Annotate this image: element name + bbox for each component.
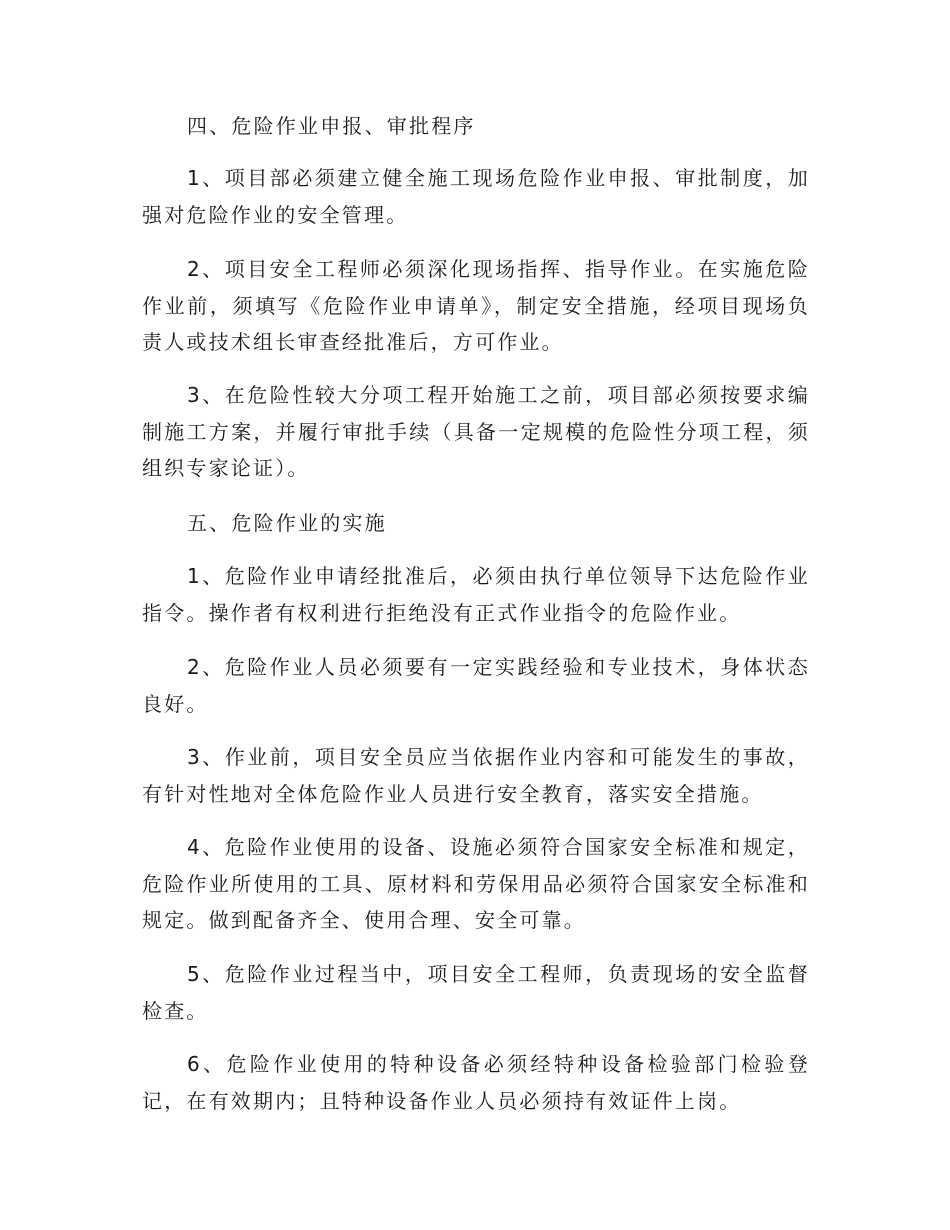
section-5-item-3: 3、作业前，项目安全员应当依据作业内容和可能发生的事故，有针对性地对全体危险作业人员进行安全教育，落实安全措施。 bbox=[142, 745, 810, 806]
section-4-item-1: 1、项目部必须建立健全施工现场危险作业申报、审批制度，加强对危险作业的安全管理。 bbox=[142, 166, 810, 227]
section-4-item-2: 2、项目安全工程师必须深化现场指挥、指导作业。在实施危险作业前，须填写《危险作业申请单》，制定安全措施，经项目现场负责人或技术组长审查经批准后，方可作业。 bbox=[142, 257, 810, 354]
section-5-item-5: 5、危险作业过程当中，项目安全工程师，负责现场的安全监督检查。 bbox=[142, 962, 810, 1023]
section-5-item-6: 6、危险作业使用的特种设备必须经特种设备检验部门检验登记，在有效期内；且特种设备作业人员必须持有效证件上岗。 bbox=[142, 1052, 810, 1113]
section-5-item-4: 4、危险作业使用的设备、设施必须符合国家安全标准和规定，危险作业所使用的工具、原材料和劳保用品必须符合国家安全标准和规定。做到配备齐全、使用合理、安全可靠。 bbox=[142, 835, 810, 932]
section-heading-5: 五、危险作业的实施 bbox=[187, 511, 387, 535]
section-4-item-3: 3、在危险性较大分项工程开始施工之前，项目部必须按要求编制施工方案，并履行审批手续（具备一定规模的危险性分项工程，须组织专家论证）。 bbox=[142, 383, 810, 480]
section-5-item-1: 1、危险作业申请经批准后，必须由执行单位领导下达危险作业指令。操作者有权利进行拒绝没有正式作业指令的危险作业。 bbox=[142, 564, 810, 625]
section-heading-4: 四、危险作业申报、审批程序 bbox=[187, 114, 476, 138]
section-5-item-2: 2、危险作业人员必须要有一定实践经验和专业技术，身体状态良好。 bbox=[142, 655, 810, 716]
